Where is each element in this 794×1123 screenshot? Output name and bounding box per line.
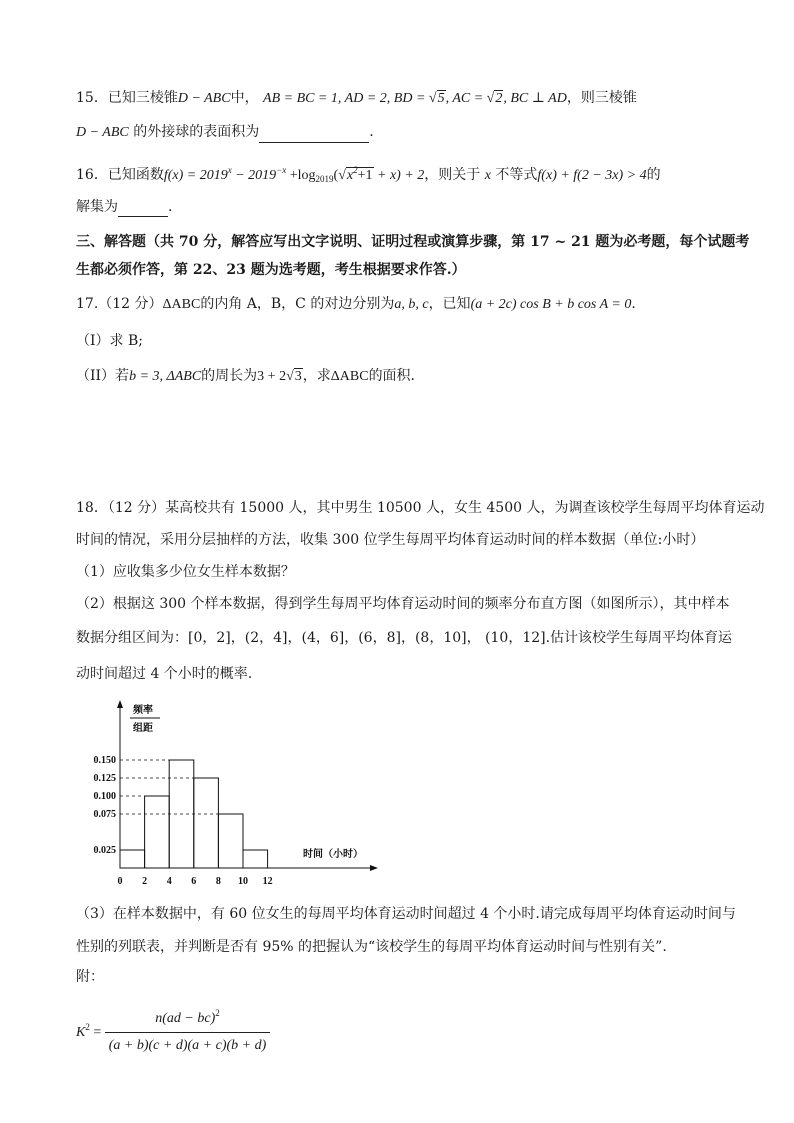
y-axis-arrow — [117, 700, 123, 708]
q18-part2-line1: （2）根据这 300 个样本数据，得到学生每周平均体育运动时间的频率分布直方图（如图所示），其中样本 — [76, 596, 730, 612]
q18-part3-line2: 性别的列联表，并判断是否有 95% 的把握认为“该校学生的每周平均体育运动时间与性别有关”. — [76, 939, 667, 955]
histogram-bar-4 — [218, 814, 243, 868]
q16-line1: 16．已知函数$f(x) = 2019^x - 2019^{-x} +\log_{2019}(√x^2+1 + x) + 2$，则关于 x 不等式f(x) + f(2 − 3x) > 4的 — [76, 165, 661, 184]
x-axis-arrow — [370, 865, 378, 871]
histogram-bar-1 — [145, 796, 170, 868]
section3-line1: 三、解答题（共 70 分，解答应写出文字说明、证明过程或演算步骤，第 17 ~ 21 题为必考题，每个试题考 — [76, 234, 750, 250]
q16-line2: 解集为 . — [76, 199, 173, 215]
q15-line2: D − ABC 的外接球的表面积为 . — [76, 122, 374, 143]
y-tick-label-3: 0.075 — [93, 809, 116, 820]
x-tick-label-3: 6 — [191, 876, 197, 887]
q18-line2: 时间的情况，采用分层抽样的方法，收集 300 位学生每周平均体育运动时间的样本数据（单位:小时） — [76, 532, 705, 548]
xlabel: 时间（小时） — [303, 849, 363, 860]
answer-blank-16[interactable] — [118, 202, 168, 217]
x-tick-label-4: 8 — [215, 876, 221, 887]
histogram-bar-5 — [243, 850, 268, 868]
ylabel-top: 频率 — [133, 705, 153, 716]
q17-part1: （I）求 B; — [76, 333, 143, 349]
frequency-histogram — [93, 700, 400, 892]
formula-fraction: $\frac{n(ad - bc)^2}{(a + b)(c + d)(a + c)(b + d)}$ — [105, 1002, 271, 1057]
x-tick-label-6: 12 — [262, 876, 273, 887]
q18-part1: （1）应收集多少位女生样本数据？ — [76, 564, 295, 580]
y-tick-label-2: 0.100 — [93, 791, 116, 802]
q17-line1: 17.（12 分）ΔABC的内角 A，B，C 的对边分别为a, b, c，已知(a + 2c) cos B + b cos A = 0. — [76, 296, 636, 312]
q18-part3-line1: （3）在样本数据中，有 60 位女生的每周平均体育运动时间超过 4 个小时.请完成每周平均体育运动时间与 — [76, 906, 736, 922]
x-tick-label-0: 0 — [117, 876, 123, 887]
q15-line1: 15．已知三棱锥D − ABC中， AB = BC = 1, AD = 2, BD = √5, AC = √2, BC ⊥ AD，则三棱锥 — [76, 90, 637, 106]
x-tick-label-2: 4 — [166, 876, 172, 887]
y-tick-label-1: 0.125 — [93, 773, 116, 784]
section3-line2: 生都必须作答，第 22、23 题为选考题，考生根据要求作答.） — [76, 262, 466, 278]
q18-part2-line2: 数据分组区间为：[0，2]，(2，4]，(4，6]，(6，8]，(8，10]， (10，12].估计该校学生每周平均体育运 — [76, 630, 733, 646]
q18-appendix: 附： — [76, 969, 104, 985]
ylabel-bottom: 组距 — [133, 723, 153, 734]
k-squared-formula: $K^2$ = $\frac{n(ad - bc)^2}{(a + b)(c + d)(a + c)(b + d)}$ — [76, 1002, 270, 1057]
histogram-bar-0 — [120, 850, 145, 868]
y-tick-label-4: 0.025 — [93, 845, 116, 856]
q18-line1: 18．（12 分）某高校共有 15000 人，其中男生 10500 人，女生 4500 人，为调查该校学生每周平均体育运动 — [76, 500, 765, 516]
histogram-bar-3 — [194, 778, 219, 868]
x-tick-label-5: 10 — [238, 876, 248, 887]
q17-part2: （II）若b = 3, ΔABC的周长为3 + 2√3，求ΔABC的面积. — [76, 368, 416, 384]
q18-part2-line3: 动时间超过 4 个小时的概率. — [76, 666, 253, 682]
answer-blank-15[interactable] — [259, 128, 369, 143]
x-tick-label-1: 2 — [142, 876, 148, 887]
y-tick-label-0: 0.150 — [93, 755, 116, 766]
